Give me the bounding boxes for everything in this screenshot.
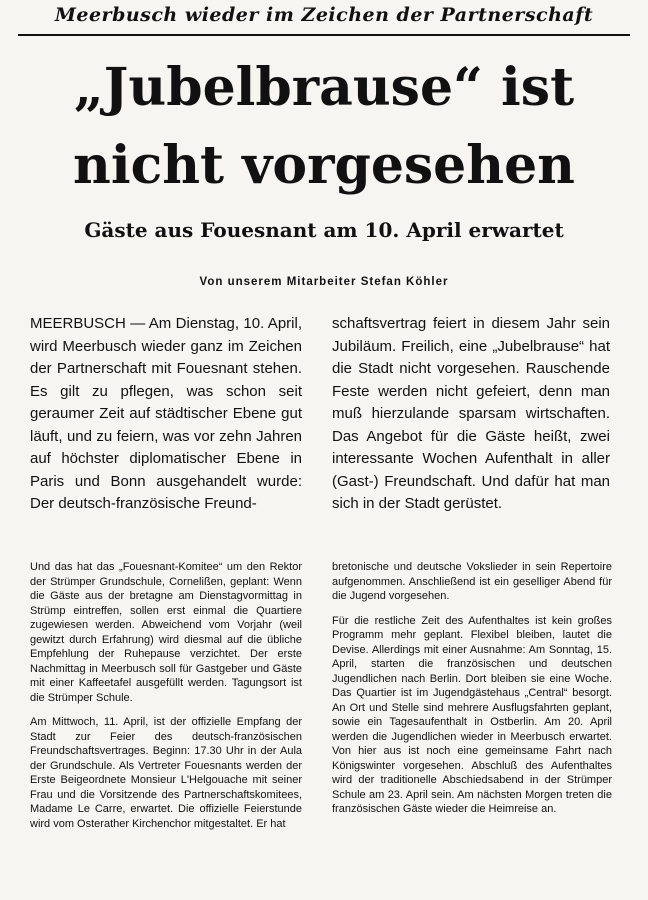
lead-paragraph-left: MEERBUSCH — Am Dienstag, 10. April, wird Meerbusch wieder ganz im Zeichen der Partnerschaft mit Fouesnant stehen. Es gilt zu pflegen, was schon seit geraumer Zeit auf städtischer Ebene gut läuft, und zu feiern, was vor zehn Jahren auf höchster diplomatischer Ebene in Paris und Bonn ausgehandelt wurde: Der deutsch-französische Freund- bbox=[30, 315, 302, 512]
body-paragraph: Für die restliche Zeit des Aufenthaltes ist kein großes Programm mehr geplant. Flexibel bleiben, lautet die Devise. Allerdings mit einer Ausnahme: Am Sonntag, 15. April, starten die französischen und deutschen Jugendlichen nach Berlin. Dort bleiben sie eine Woche. Das Quartier ist im Jugendgästehaus „Central“ besorgt. An Ort und Stelle sind mehrere Ausflugsfahrten geplant, sowie ein Tagesaufenthalt in Ostberlin. Am 20. April werden die Jugendlichen wieder in Meerbusch erwartet. Von hier aus ist noch eine gemeinsame Fahrt nach Königswinter vorgesehen. Abschluß des Aufenthaltes wird der traditionelle Abschiedsabend in der Strümper Schule am 23. April sein. Am nächsten Morgen treten die französischen Gäste wieder die Heimreise an. bbox=[332, 614, 612, 815]
byline: Von unserem Mitarbeiter Stefan Köhler bbox=[199, 276, 449, 288]
headline-line-2: nicht vorgesehen bbox=[73, 135, 575, 196]
article-column-left bbox=[30, 560, 302, 831]
kicker: Meerbusch wieder im Zeichen der Partnerschaft bbox=[54, 4, 594, 26]
subheadline: Gäste aus Fouesnant am 10. April erwartet bbox=[84, 218, 564, 242]
body-paragraph: bretonische und deutsche Vokslieder in sein Repertoire aufgenommen. Anschließend ist ein geselliger Abend für die Jugend vorgesehen. bbox=[332, 561, 612, 602]
top-rule bbox=[18, 34, 630, 36]
article-column-right bbox=[332, 560, 612, 817]
body-paragraph: Am Mittwoch, 11. April, ist der offizielle Empfang der Stadt zur Feier des deutsch-französischen Freundschaftsvertrages. Beginn: 17.30 Uhr in der Aula der Grundschule. Als Vertreter Fouesnants werden der Erste Beigeordnete Monsieur L'Helgouache mit seiner Frau und die Vorsitzende des Partnerschaftskomitees, Madame Le Carre, erwartet. Die offizielle Feierstunde wird vom Osterather Kirchenchor mitgestaltet. Er hat bbox=[30, 716, 302, 830]
body-paragraph: Und das hat das „Fouesnant-Komitee“ um den Rektor der Strümper Grundschule, Cornelißen, geplant: Wenn die Gäste aus der bretagne am Dienstagvormittag in Strümp eintreffen, sollen erst einmal die Quartiere zugewiesen werden. Abweichend vom Vorjahr (weil gewitzt durch Erfahrung) wird diesmal auf die übliche Empfehlung der Ruhepause verzichtet. Der erste Nachmittag in Meerbusch soll für Gastgeber und Gäste mit einer Kaffeetafel ausgefüllt werden. Tagungsort ist die Strümper Schule. bbox=[30, 561, 302, 704]
lead-paragraph-right: schaftsvertrag feiert in diesem Jahr sein Jubiläum. Freilich, eine „Jubelbrause“ hat die Stadt nicht vorgesehen. Rauschende Feste werden nicht gefeiert, denn man muß hierzulande sparsam wirtschaften. Das Angebot für die Gäste heißt, zwei interessante Wochen Aufenthalt in aller (Gast-) Freundschaft. Und dafür hat man sich in der Stadt gerüstet. bbox=[332, 315, 610, 512]
headline-line-1: „Jubelbrause“ ist bbox=[73, 57, 575, 118]
